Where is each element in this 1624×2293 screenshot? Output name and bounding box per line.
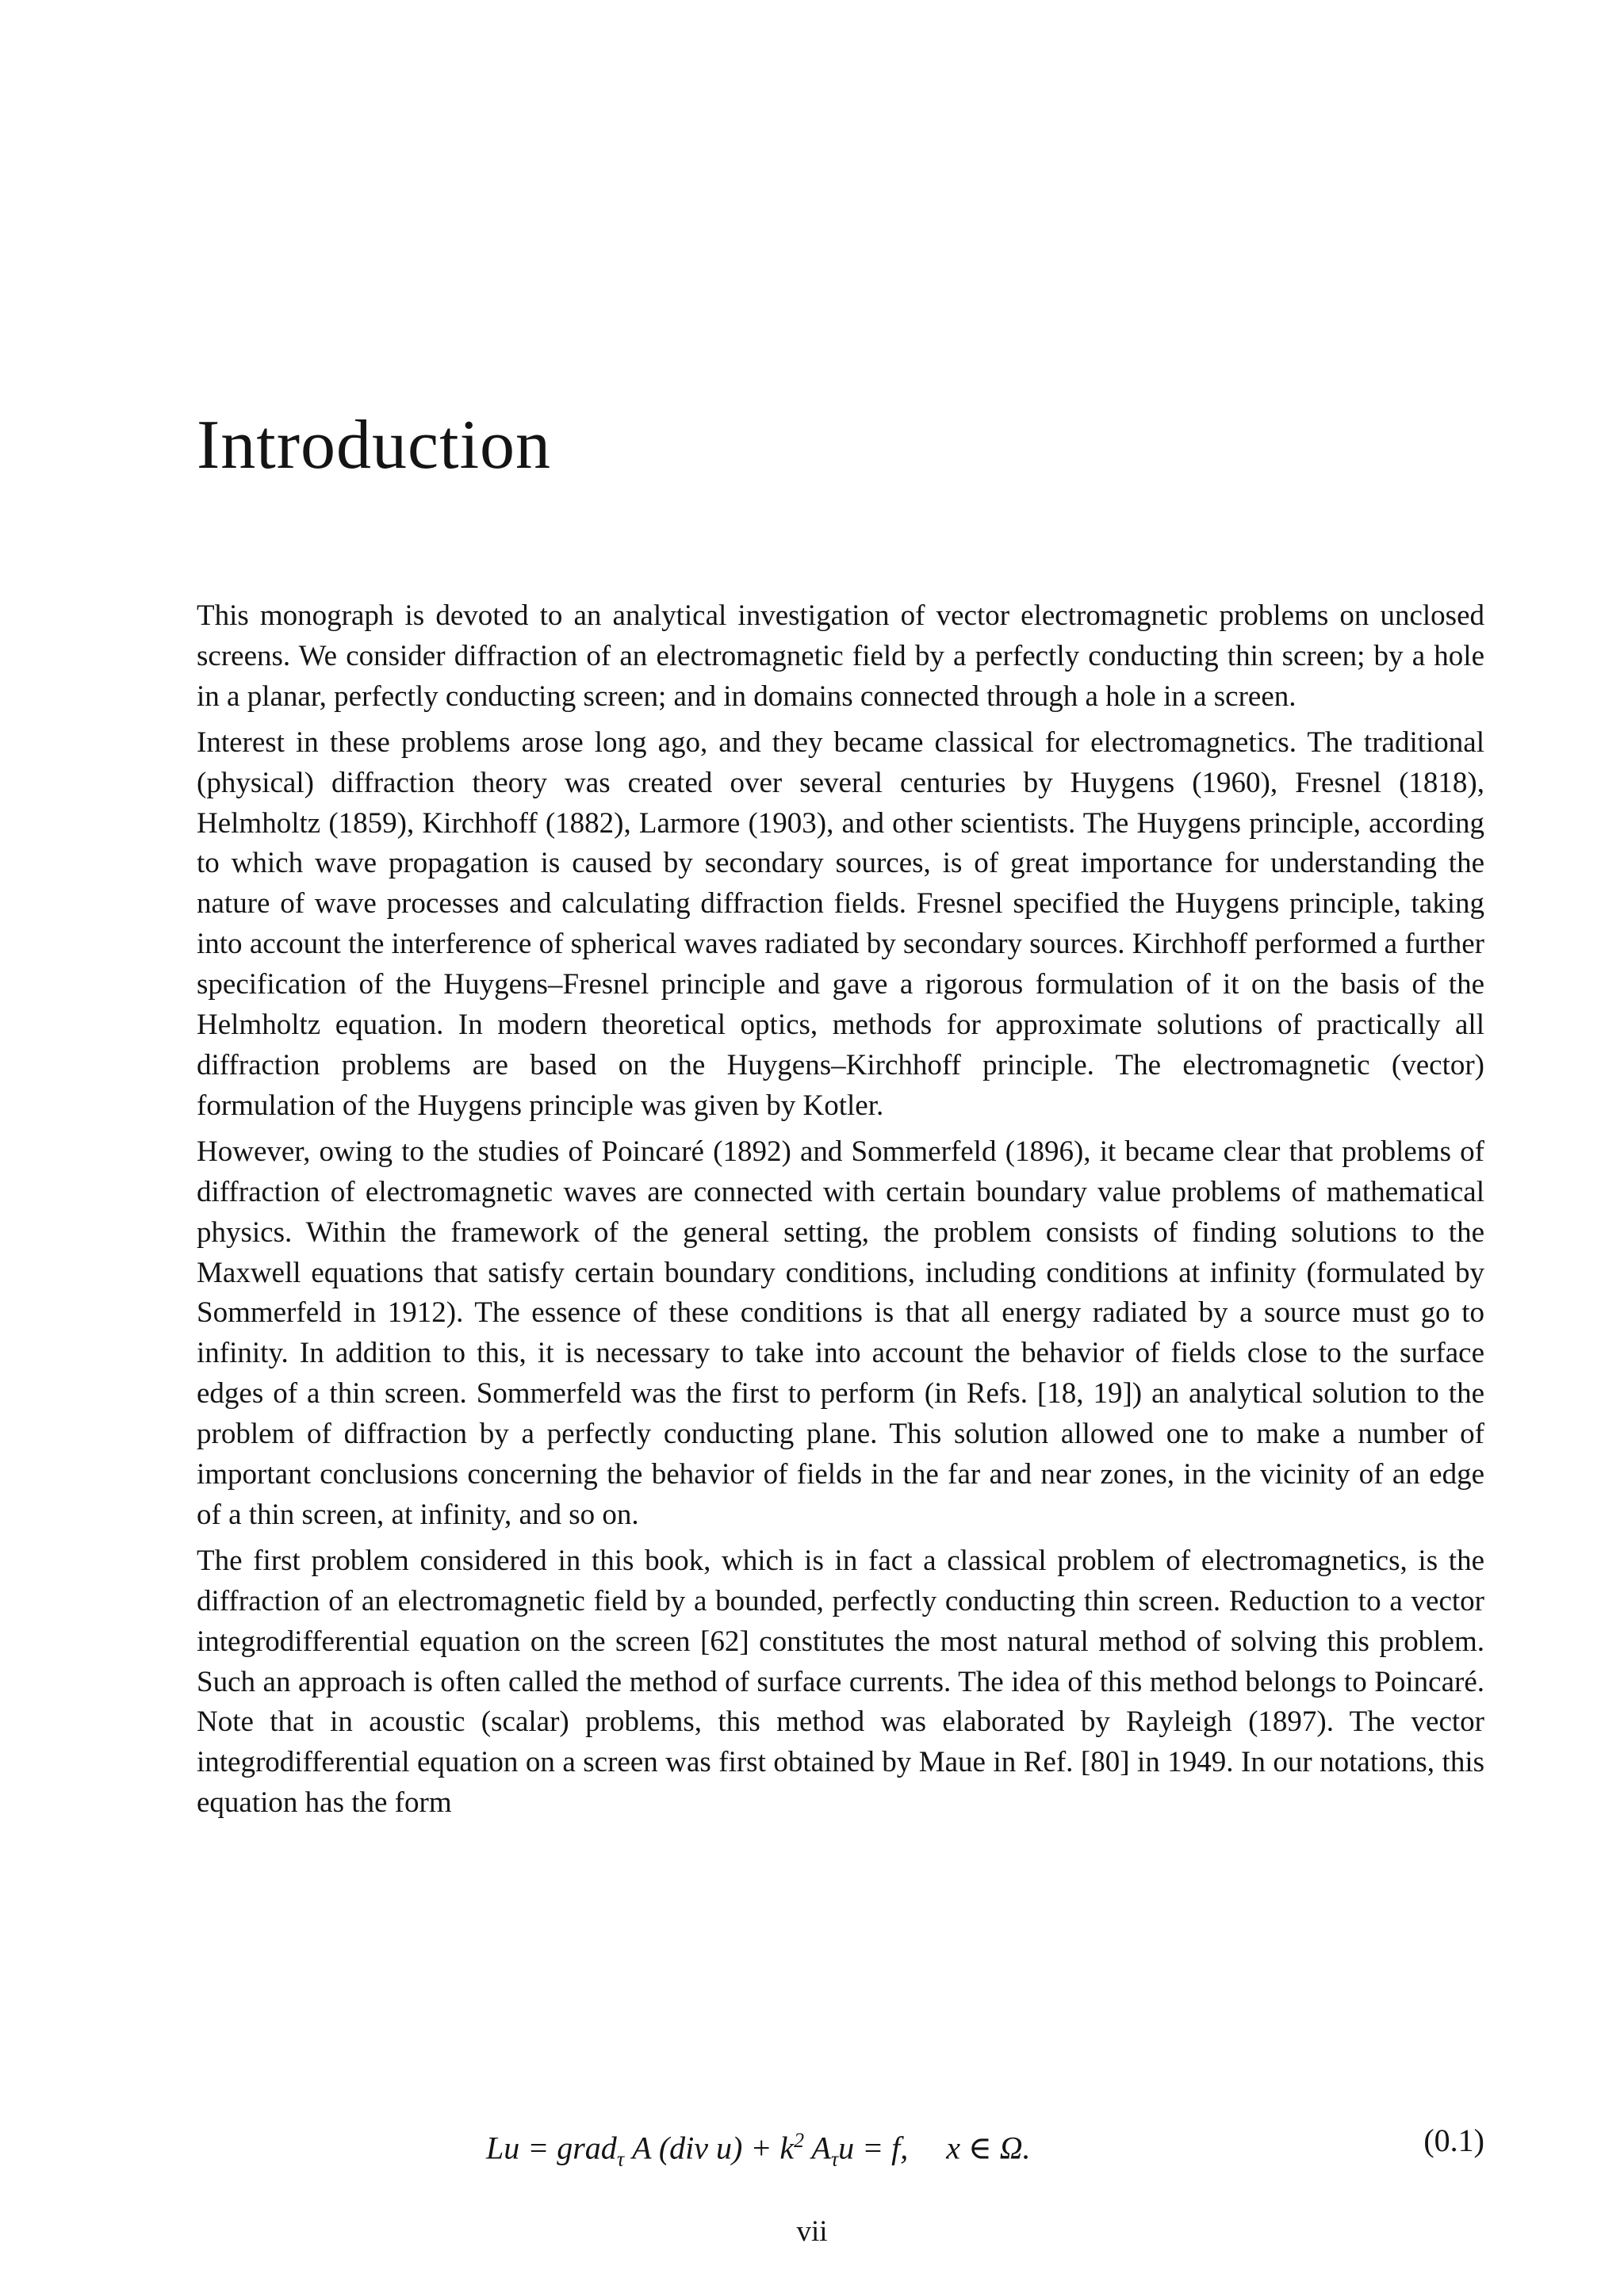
equation-middle: A (div u) + k	[624, 2130, 795, 2166]
chapter-title: Introduction	[197, 407, 552, 484]
paragraph-2: Interest in these problems arose long ago, and they became classical for electromagnetics. The traditional (physical) diffraction theory was created over several centuries by Huygens (1960), Fresnel (1818), Helmholtz (1859), Kirchhoff (1882), Larmore (1903), and other scientists. The Huygens principle, according to which wave propagation is caused by secondary sources, is of great importance for understanding the nature of wave processes and calculating diffraction fields. Fresnel specified the Huygens principle, taking into account the interference of spherical waves radiated by secondary sources. Kirchhoff performed a further specification of the Huygens–Fresnel principle and gave a rigorous formulation of it on the basis of the Helmholtz equation. In modern theoretical optics, methods for approximate solutions of practically all diffraction problems are based on the Huygens–Kirchhoff principle. The electromagnetic (vector) formulation of the Huygens principle was given by Kotler.	[197, 725, 1484, 1122]
equation-0-1	[197, 2119, 1484, 2171]
equation-a-part: A	[804, 2130, 831, 2166]
equation-number: (0.1)	[1423, 2123, 1484, 2158]
paragraph-4: The first problem considered in this book, which is in fact a classical problem of electromagnetics, is the diffraction of an electromagnetic field by a bounded, perfectly conducting thin screen. Reduction to a vector integrodifferential equation on the screen [62] constitutes the most natural method of solving this problem. Such an approach is often called the method of surface currents. The idea of this method belongs to Poincaré. Note that in acoustic (scalar) problems, this method was elaborated by Rayleigh (1897). The vector integrodifferential equation on a screen was first obtained by Maue in Ref. [80] in 1949. In our notations, this equation has the form	[197, 1544, 1484, 1820]
body-text	[197, 596, 1484, 1829]
paragraph-1: This monograph is devoted to an analytical investigation of vector electromagnetic problems on unclosed screens. We consider diffraction of an electromagnetic field by a perfectly conducting thin screen; by a hole in a planar, perfectly conducting screen; and in domains connected through a hole in a screen.	[197, 599, 1484, 713]
equation-sup-two: 2	[794, 2129, 805, 2152]
equation-sub-tau: τ	[616, 2147, 625, 2171]
equation-lhs: Lu = grad	[486, 2130, 617, 2166]
equation-tail: u = f,	[838, 2130, 909, 2166]
page-number: vii	[796, 2215, 828, 2248]
paragraph-3: However, owing to the studies of Poincaré (1892) and Sommerfeld (1896), it became clear that problems of diffraction of electromagnetic waves are connected with certain boundary value problems of mathematical physics. Within the framework of the general setting, the problem consists of finding solutions to the Maxwell equations that satisfy certain boundary conditions, including conditions at infinity (formulated by Sommerfeld in 1912). The essence of these conditions is that all energy radiated by a source must go to infinity. In addition to this, it is necessary to take into account the behavior of fields close to the surface edges of a thin screen. Sommerfeld was the first to perform (in Refs. [18, 19]) an analytical solution to the problem of diffraction by a perfectly conducting plane. This solution allowed one to make a number of important conclusions concerning the behavior of fields in the far and near zones, in the vicinity of an edge of a thin screen, at infinity, and so on.	[197, 1135, 1484, 1531]
equation-expression	[486, 2119, 1031, 2181]
equation-domain: x ∈ Ω.	[946, 2130, 1031, 2166]
equation-a-sub: τ	[830, 2147, 839, 2171]
